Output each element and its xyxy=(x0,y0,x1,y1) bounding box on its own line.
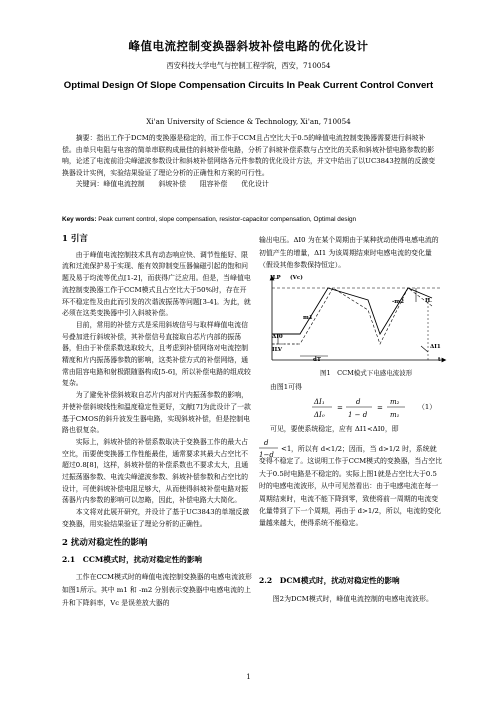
fig1-label-ilv: ILV xyxy=(272,347,283,353)
sec1-paragraph-2: 目前，常用的补偿方式是采用斜坡信号与取样峰值电流信号叠加进行斜坡补偿，其补偿信号直接取自芯片内部的振荡器，但由于补偿系数选取较大，且考虑到补偿网络对电流控制精度和片内振荡器参数的影响，这类补偿方式的补偿网络，通常由阻容电路和射极跟随器构成[5-6]，所以补偿电路的组成较复杂。 xyxy=(62,320,251,388)
fig1-label-dt: dT xyxy=(313,357,321,363)
fig1-label-m1: m1 xyxy=(303,315,313,321)
fig1-label-m2: -m2 xyxy=(392,299,404,305)
fig1-label-ilp: ILP xyxy=(270,275,281,281)
fig1-label-vc: (Vc) xyxy=(290,275,303,281)
sec22-paragraph-1: 图2为DCM模式时，峰值电流控制的电感电流波形。 xyxy=(272,595,433,603)
perturbed-current-trace xyxy=(272,288,432,334)
abstract xyxy=(62,133,438,191)
svg-text:=: = xyxy=(377,404,383,412)
sec21-paragraph-1: 工作在CCM模式时的峰值电流控制变换器的电感电流波形如图1所示。其中 m1 和 -m2 分别表示变换器中电感电流的上升和下降斜率，Vc 是误差放大器的 xyxy=(62,572,252,607)
svg-text:d: d xyxy=(356,398,361,406)
sec1-paragraph-4: 实际上，斜坡补偿的补偿系数取决于变换器工作的最大占空比，而要使变换器工作性能最佳，通常要求其最大占空比不超过0.8[8]，这样，斜坡补偿的补偿系数也不要求太大，且通过振荡器参数、电流尖峰滤波参数、斜坡补偿参数和占空比的设计，可使斜坡补偿电阻足够大，从而使得斜坡补偿电路对振荡器片内参数的影响可以忽略，因此，补偿电路大大简化。 xyxy=(62,437,249,505)
rcol-stability-condition: 可见，要使系统稳定，应有 ΔI1<ΔI0，即 xyxy=(270,425,399,433)
section-1-heading: 1 引言 xyxy=(62,234,88,244)
equation-1-graphic xyxy=(310,394,420,422)
delta-i1-marker xyxy=(421,346,428,352)
affiliation-cn: 西安科技大学电气与控制工程学院，西安，710054 xyxy=(166,61,331,70)
sec1-paragraph-5: 本文将对此展开研究，并设计了基于UC3843的单端反激变换器，用实验结果验证了理论分析的正确性。 xyxy=(62,508,250,528)
title-en: Optimal Design Of Slope Compensation Circuits In Peak Current Control Convert xyxy=(63,80,434,91)
affiliation-en: Xi'an University of Science & Technology, Xi'an, 710054 xyxy=(146,117,351,126)
svg-text:=: = xyxy=(337,404,343,412)
sec1-paragraph-3: 为了避免补偿斜坡取自芯片内部对片内振荡参数的影响，并使补偿斜坡线性和温度稳定性更好，文献[7]为此设计了一款基于CMOS的斜升波发生器电路，实现斜坡补偿，但是控制电路也很复杂。 xyxy=(62,391,251,435)
svg-text:1 − d: 1 − d xyxy=(348,411,368,419)
rcol-paragraph-2: ，所以有 d<1/2；因而，当 d>1/2 时，系统就变得不稳定了。这说明工作于CCM模式的变换器，当占空比大于0.5时电路是不稳定的。实际上图1就是占空比大于0.5时的电感电流波形，从中可见然看出：由于电感电流在每一周期结束时，电流不能下降到零，致使将前一周期的电流变化量带到了下一个周期，再由于 d>1/2，所以，电流的变化量越来越大，使得系统不能稳定。 xyxy=(259,445,442,528)
equation-1-number: （1） xyxy=(418,403,437,411)
svg-text:m₂: m₂ xyxy=(390,398,400,406)
sec1-paragraph-1: 由于峰值电流控制技术具有动态响应快、调节性能好、限流和过流保护易于实现、能有效抑制变压器偏磁引起的饱和问题及易于均流等优点[1-2]，而获得广泛应用。但是，当峰值电流控制变换器工作于CCM模式且占空比大于50%时，存在开环不稳定性及由此而引发的次谐波振荡等问题[3-4]。为此，就必须在这类变换器中引入斜坡补偿。 xyxy=(62,250,251,318)
svg-text:m₁: m₁ xyxy=(390,411,400,419)
svg-text:1−d: 1−d xyxy=(259,451,274,459)
section-2-1-heading: 2.1 CCM模式时，扰动对稳定性的影响 xyxy=(62,555,203,565)
svg-text:ΔI₀: ΔI₀ xyxy=(314,411,325,419)
svg-text:d: d xyxy=(264,439,269,447)
keywords-en-label: Key words: xyxy=(62,216,97,223)
right-column-top: 输出电压。ΔI0 为在某个周期由于某种扰动使得电感电流的初值产生的增量，ΔI1 为该周期结束时电感电流的变化量（假设其他参数保持恒定）。 xyxy=(259,236,439,270)
keywords-cn: 关键词：峰值电流控制 斜坡补偿 阻容补偿 优化设计 xyxy=(75,180,269,189)
figure-1-caption: 图1 CCM模式下电感电流波形 xyxy=(320,369,413,377)
fig1-label-di0: ΔI0 xyxy=(272,334,283,340)
fig1-label-t: t xyxy=(438,357,441,363)
keywords-en-text: Peak current control, slope compensation, resistor-capacitor compensation, Optimal design xyxy=(96,216,357,223)
fig1-label-di1: ΔI1 xyxy=(430,344,441,350)
section-2-heading: 2 扰动对稳定性的影响 xyxy=(62,537,148,548)
svg-text:<1: <1 xyxy=(281,445,292,453)
left-column xyxy=(62,234,252,610)
nominal-current-trace xyxy=(272,288,432,344)
page-number: 1 xyxy=(246,673,251,681)
title-cn: 峰值电流控制变换器斜坡补偿电路的优化设计 xyxy=(128,39,369,53)
figure-1-waveform xyxy=(268,272,448,368)
rcol-eq-intro: 由图1可得 xyxy=(270,383,302,391)
keywords-en xyxy=(62,216,462,223)
fig1-label-il: IL xyxy=(425,298,432,304)
svg-text:ΔI₁: ΔI₁ xyxy=(314,398,325,406)
section-2-2-heading: 2.2 DCM模式时，扰动对稳定性的影响 xyxy=(259,576,400,585)
abstract-cn: 摘要：指出工作于DCM的变换器是稳定的，而工作于CCM且占空比大于0.5的峰值电流控制变换器需要进行斜坡补偿。由单只电阻与电容的简单串联构成最佳的斜坡补偿电路，分析了斜坡补偿系数与占空比的关系和斜坡补偿电路参数的影响，论述了电流前沿尖峰滤波参数设计和斜坡补偿网络各元件参数的优化设计方法，并文中给出了以UC3843控制的反激变换器设计实例，实验结果验证了理论分析的正确性和方案的可行性。 xyxy=(62,134,436,177)
